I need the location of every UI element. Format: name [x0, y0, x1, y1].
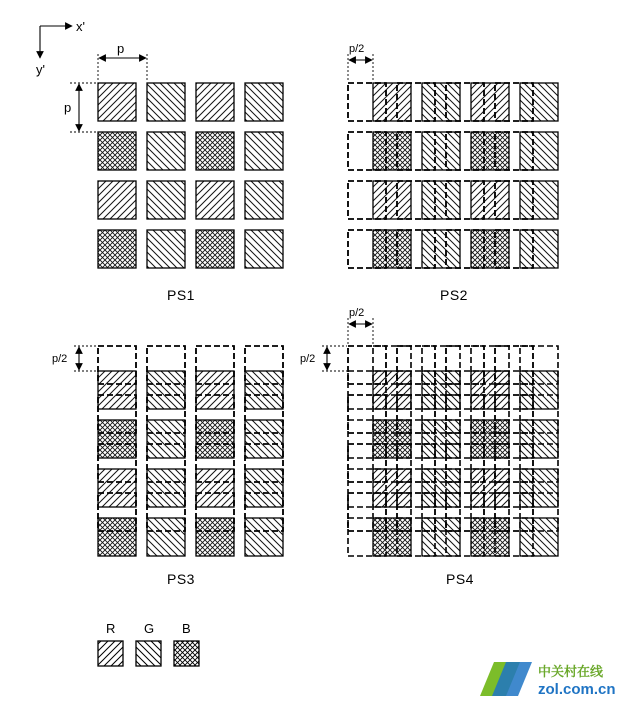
pixel-g [422, 371, 460, 409]
pixel-g [147, 518, 185, 556]
pixel-r [98, 181, 136, 219]
pixel-g [520, 230, 558, 268]
pixel-r [196, 83, 234, 121]
pixel-r [373, 83, 411, 121]
ps2-half-pitch-label: p/2 [349, 43, 365, 55]
pixel-g [422, 518, 460, 556]
zol-watermark [480, 662, 616, 698]
ps4-half-pitch-x-dimension [348, 307, 373, 345]
pixel-g [245, 420, 283, 458]
pixel-g [245, 518, 283, 556]
pixel-b [373, 230, 411, 268]
pixel-g [147, 230, 185, 268]
pixel-r [98, 83, 136, 121]
pitch-y-label: p [64, 100, 72, 115]
ps1-pitch-y-dimension [64, 83, 97, 132]
pixel-b [373, 420, 411, 458]
pixel-r [98, 371, 136, 409]
legend-label-r: R [106, 621, 116, 636]
pixel-b [98, 518, 136, 556]
pixel-g [147, 371, 185, 409]
panel-title-ps2: PS2 [440, 287, 468, 303]
pixel-b [98, 132, 136, 170]
pixel-r [196, 181, 234, 219]
legend-swatch-g [136, 641, 161, 666]
pixel-r [471, 371, 509, 409]
legend-item-r [98, 621, 123, 666]
x-axis-label: x' [76, 19, 85, 34]
legend-item-b [174, 621, 199, 666]
legend [98, 621, 199, 666]
panel-title-ps4: PS4 [446, 571, 474, 587]
legend-label-g: G [144, 621, 155, 636]
pixel-g [520, 83, 558, 121]
legend-swatch-b [174, 641, 199, 666]
zol-brand-url: zol.com.cn [538, 681, 616, 698]
pixel-g [245, 230, 283, 268]
pixel-b [471, 420, 509, 458]
pixel-g [147, 181, 185, 219]
panel-title-ps3: PS3 [167, 571, 195, 587]
pixel-b [98, 420, 136, 458]
pixel-g [147, 132, 185, 170]
pixel-g [520, 371, 558, 409]
ps1-pitch-x-dimension [98, 41, 147, 82]
ps4-half-pitch-y-dimension [300, 346, 347, 371]
pixel-r [373, 181, 411, 219]
pixel-g [422, 469, 460, 507]
pixel-r [98, 469, 136, 507]
pixel-b [373, 132, 411, 170]
pixel-b [196, 230, 234, 268]
pixel-r [373, 469, 411, 507]
pixel-g [422, 181, 460, 219]
panel-ps3 [98, 346, 283, 556]
ps2-half-pitch-dimension [348, 43, 373, 82]
legend-item-g [136, 621, 161, 666]
ps4-half-pitch-y-label: p/2 [300, 353, 316, 365]
pixel-g [520, 181, 558, 219]
panel-ps4 [348, 346, 558, 556]
pixel-r [196, 371, 234, 409]
ps4-half-pitch-x-label: p/2 [349, 307, 365, 319]
pixel-r [471, 181, 509, 219]
pixel-g [422, 83, 460, 121]
ps3-half-pitch-label: p/2 [52, 353, 68, 365]
pixel-g [422, 230, 460, 268]
pixel-g [520, 469, 558, 507]
pixel-g [245, 132, 283, 170]
axes-indicator [36, 19, 85, 77]
pixel-g [520, 132, 558, 170]
pixel-g [422, 132, 460, 170]
pixel-b [471, 132, 509, 170]
pixel-g [245, 371, 283, 409]
pixel-g [147, 469, 185, 507]
pixel-g [422, 420, 460, 458]
pixel-g [245, 83, 283, 121]
pixel-b [471, 518, 509, 556]
pixel-g [520, 420, 558, 458]
pixel-b [98, 230, 136, 268]
panel-ps2 [348, 83, 558, 268]
pixel-b [471, 230, 509, 268]
pixel-r [373, 371, 411, 409]
pixel-g [147, 83, 185, 121]
panel-title-ps1: PS1 [167, 287, 195, 303]
pixel-r [471, 469, 509, 507]
pixel-r [196, 469, 234, 507]
zol-brand-name: 中关村在线 [538, 665, 604, 680]
pixel-b [196, 420, 234, 458]
pixel-g [520, 518, 558, 556]
pixel-b [196, 132, 234, 170]
panel-ps1 [98, 83, 283, 268]
legend-label-b: B [182, 621, 191, 636]
pixel-g [245, 469, 283, 507]
pitch-x-label: p [117, 41, 125, 56]
legend-swatch-r [98, 641, 123, 666]
y-axis-label: y' [36, 62, 45, 77]
pixel-b [196, 518, 234, 556]
pixel-g [147, 420, 185, 458]
pixel-r [471, 83, 509, 121]
pixel-g [245, 181, 283, 219]
ps3-half-pitch-dimension [52, 346, 97, 371]
pixel-b [373, 518, 411, 556]
